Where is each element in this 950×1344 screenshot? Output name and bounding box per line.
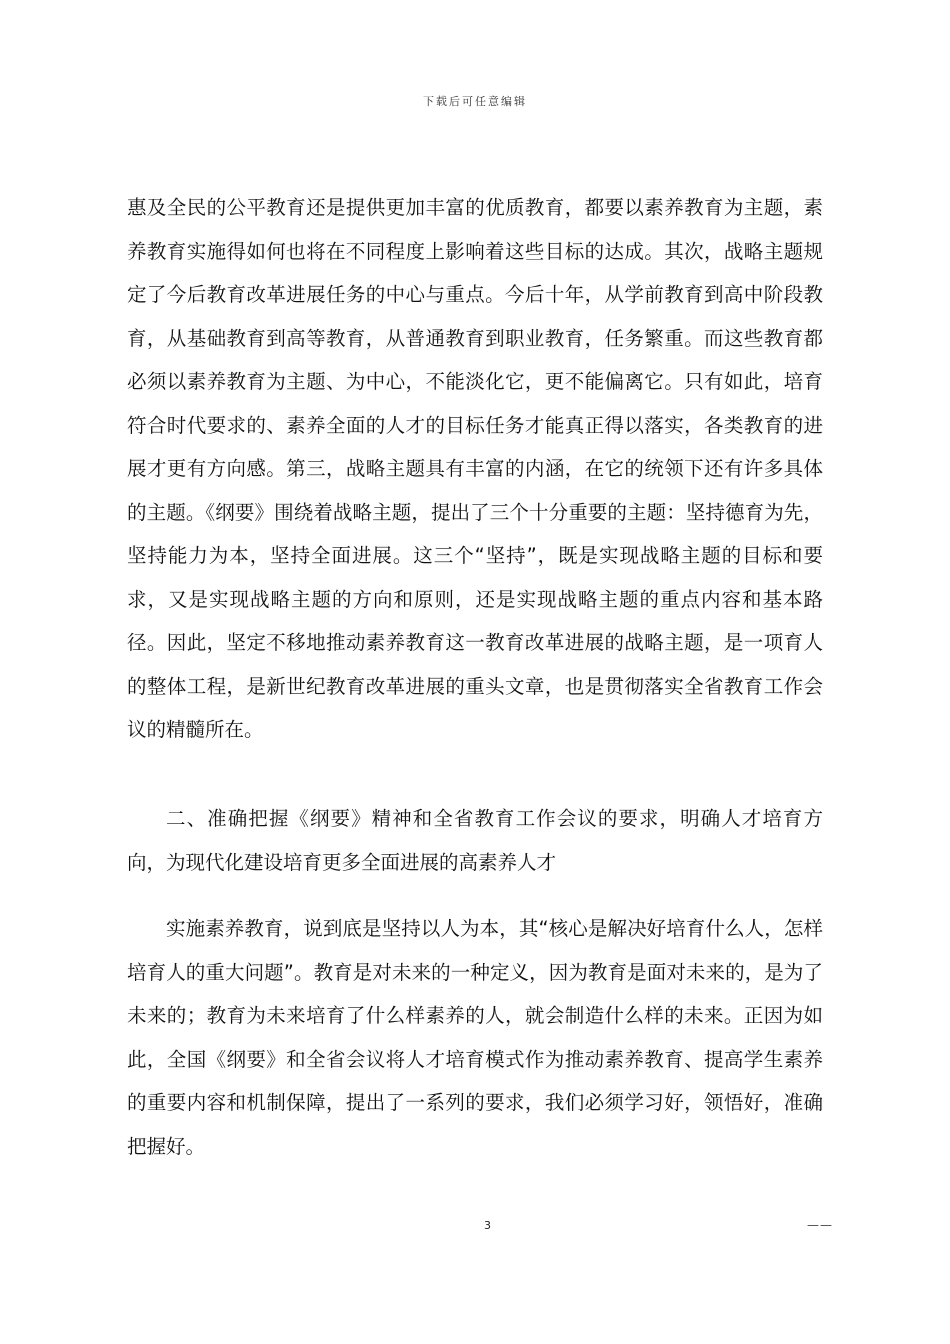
document-body-top [127, 186, 823, 752]
document-body-bottom [127, 907, 823, 1168]
section-heading-block [127, 797, 823, 884]
section-heading-2: 二、准确把握《纲要》精神和全省教育工作会议的要求，明确人才培育方向，为现代化建设培育更多全面进展的高素养人才 [127, 807, 823, 874]
footer-dash: —— [807, 1218, 833, 1232]
paragraph-3: 实施素养教育，说到底是坚持以人为本，其“核心是解决好培育什么人，怎样培育人的重大问题”。教育是对未来的一种定义，因为教育是面对未来的，是为了未来的；教育为未来培育了什么样素养的人，就会制造什么样的未来。正因为如此，全国《纲要》和全省会议将人才培育模式作为推动素养教育、提高学生素养的重要内容和机制保障，提出了一系列的要求，我们必须学习好，领悟好，准确把握好。 [127, 917, 823, 1158]
paragraph-1: 惠及全民的公平教育还是提供更加丰富的优质教育，都要以素养教育为主题，素养教育实施得如何也将在不同程度上影响着这些目标的达成。其次，战略主题规定了今后教育改革进展任务的中心与重点。今后十年，从学前教育到高中阶段教育，从基础教育到高等教育，从普通教育到职业教育，任务繁重。而这些教育都必须以素养教育为主题、为中心，不能淡化它，更不能偏离它。只有如此，培育符合时代要求的、素养全面的人才的目标任务才能真正得以落实，各类教育的进展才更有方向感。第三，战略主题具有丰富的内涵，在它的统领下还有许多具体的主题。《纲要》围绕着战略主题，提出了三个十分重要的主题：坚持德育为先，坚持能力为本，坚持全面进展。这三个“坚持”，既是实现战略主题的目标和要求，又是实现战略主题的方向和原则，还是实现战略主题的重点内容和基本路径。因此，坚定不移地推动素养教育这一教育改革进展的战略主题，是一项育人的整体工程，是新世纪教育改革进展的重头文章，也是贯彻落实全省教育工作会议的精髓所在。 [127, 196, 823, 741]
page-number: 3 [484, 1219, 491, 1232]
header-note: 下载后可任意编辑 [423, 95, 527, 108]
